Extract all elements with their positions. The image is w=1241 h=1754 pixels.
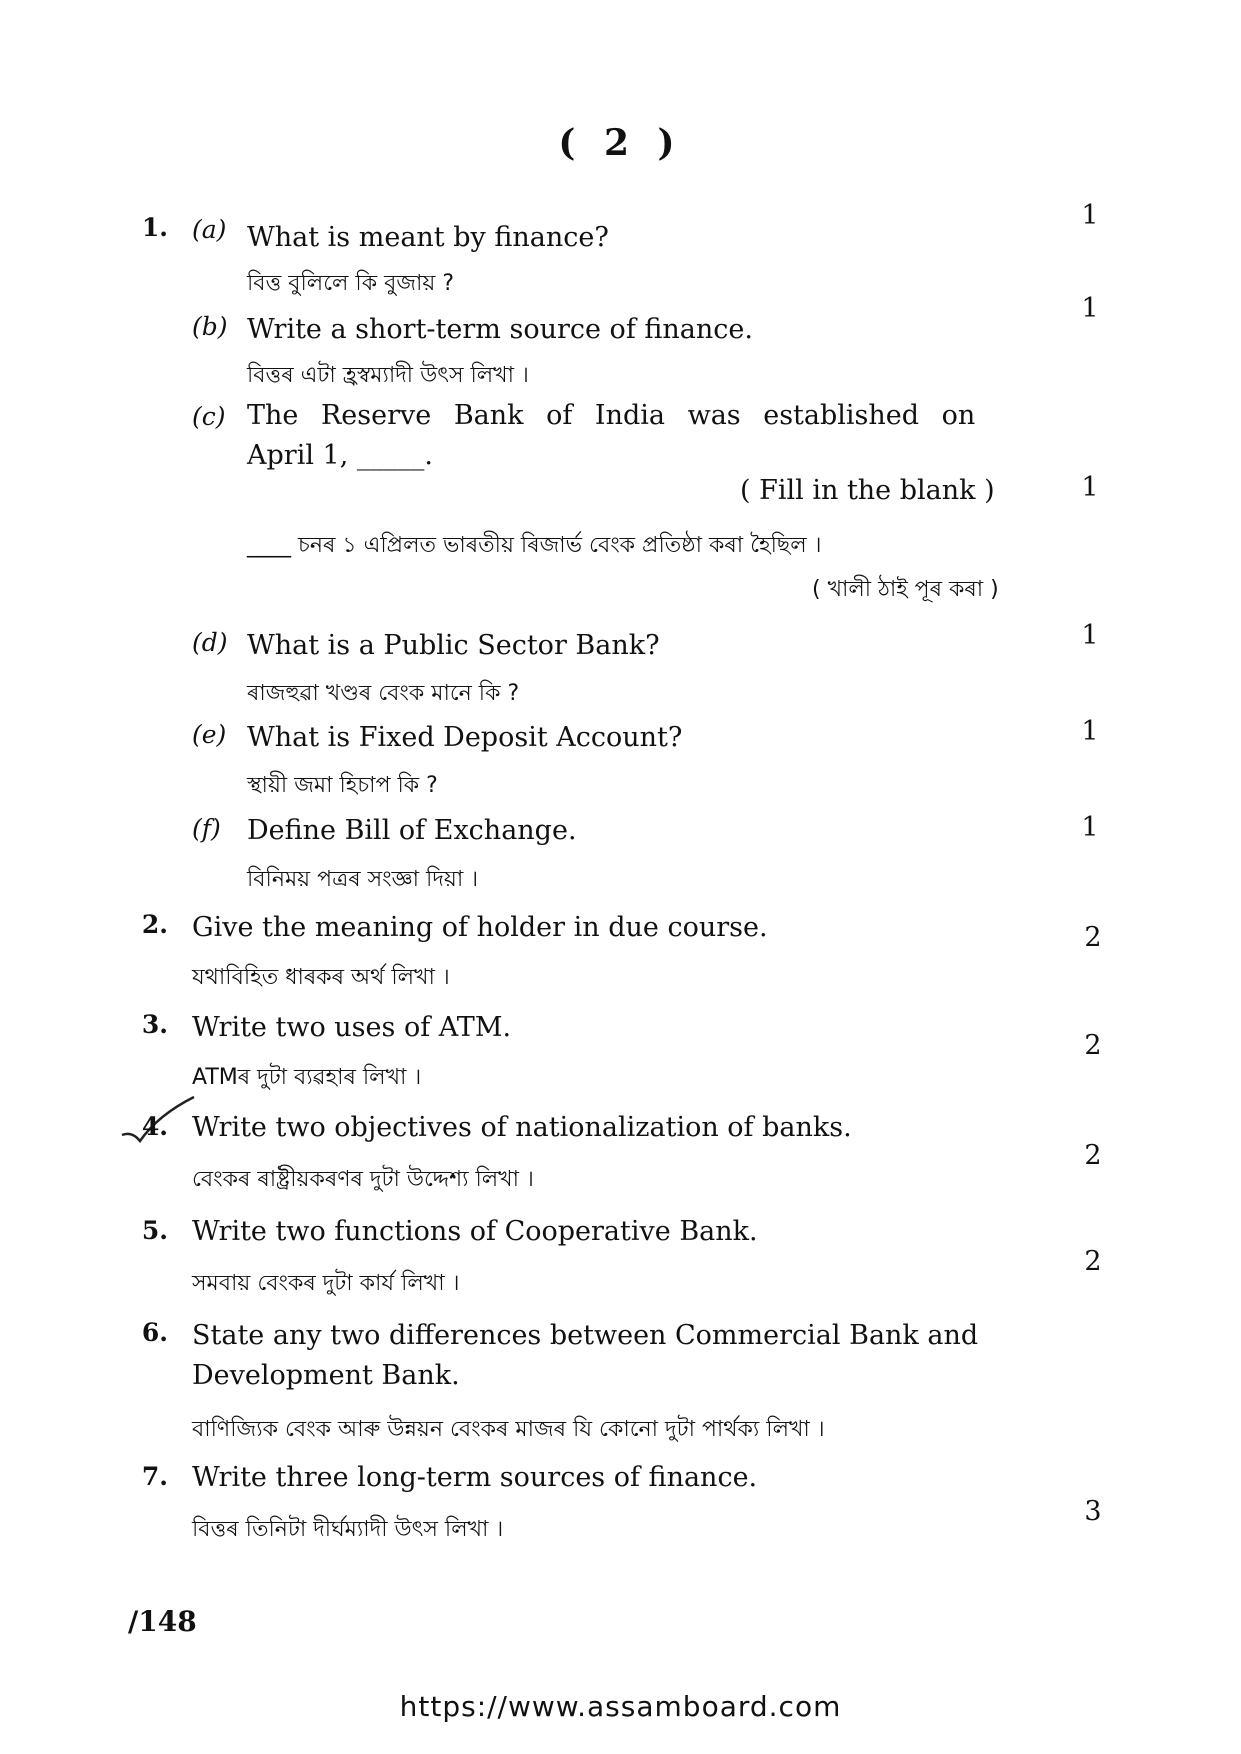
question-5-text: Write two functions of Cooperative Bank.: [192, 1216, 758, 1247]
question-number: 6.: [141, 1318, 168, 1347]
question-7-text: Write three long-term sources of finance.: [192, 1462, 758, 1493]
question-5-mark: 2: [1084, 1246, 1102, 1277]
question-1f-text: Define Bill of Exchange.: [247, 815, 577, 846]
question-1e-assamese: স্থায়ী জমা হিচাপ কি ?: [247, 773, 438, 798]
sub-label-f: (f): [192, 814, 221, 843]
paper-code: /148: [128, 1605, 197, 1638]
question-2-text: Give the meaning of holder in due course.: [192, 912, 768, 943]
question-3-assamese: ATMৰ দুটা ব্যৱহাৰ লিখা ।: [192, 1065, 422, 1090]
question-1b-mark: 1: [1081, 293, 1099, 324]
question-number: 4.: [141, 1112, 168, 1141]
question-6-assamese: বাণিজ্যিক বেংক আৰু উন্নয়ন বেংকৰ মাজৰ যি কোনো দুটা পাৰ্থক্য লিখা ।: [192, 1417, 825, 1442]
page-number: ( 2 ): [558, 122, 683, 164]
question-7-mark: 3: [1084, 1496, 1102, 1527]
question-6-text-line2: Development Bank.: [192, 1360, 460, 1391]
question-number: 7.: [141, 1462, 168, 1491]
question-1c-mark: 1: [1081, 472, 1099, 503]
sub-label-d: (d): [192, 628, 228, 657]
question-1c-assamese: ____ চনৰ ১ এপ্ৰিলত ভাৰতীয় ৰিজাৰ্ভ বেংক প্ৰতিষ্ঠা কৰা হৈছিল ।: [247, 533, 822, 558]
question-1d-mark: 1: [1081, 620, 1099, 651]
question-6-text: State any two differences between Commercial Bank and: [192, 1320, 979, 1351]
question-3-text: Write two uses of ATM.: [192, 1012, 512, 1043]
question-4-assamese: বেংকৰ ৰাষ্ট্ৰীয়কৰণৰ দুটা উদ্দেশ্য লিখা ।: [192, 1167, 534, 1192]
website-url[interactable]: https://www.assamboard.com: [399, 1690, 842, 1723]
question-2-assamese: যথাবিহিত ধাৰকৰ অৰ্থ লিখা ।: [192, 965, 450, 990]
question-2-mark: 2: [1084, 922, 1102, 953]
question-1b-text: Write a short-term source of finance.: [247, 314, 753, 345]
question-1a-mark: 1: [1081, 200, 1099, 231]
question-1a-assamese: বিত্ত বুলিলে কি বুজায় ?: [247, 271, 455, 296]
question-1d-assamese: ৰাজহুৱা খণ্ডৰ বেংক মানে কি ?: [247, 681, 520, 706]
question-1e-text: What is Fixed Deposit Account?: [247, 722, 683, 753]
question-1c-text-line2: April 1, _____.: [247, 440, 433, 471]
question-1d-text: What is a Public Sector Bank?: [247, 630, 660, 661]
sub-label-e: (e): [192, 720, 227, 749]
question-number: 3.: [141, 1010, 168, 1039]
question-1e-mark: 1: [1081, 716, 1099, 747]
question-1a-text: What is meant by finance?: [247, 222, 609, 253]
question-7-assamese: বিত্তৰ তিনিটা দীৰ্ঘম্যাদী উৎস লিখা ।: [192, 1517, 504, 1542]
sub-label-c: (c): [192, 402, 226, 431]
question-number: 1.: [141, 213, 168, 242]
question-1f-mark: 1: [1081, 812, 1099, 843]
question-3-mark: 2: [1084, 1030, 1102, 1061]
question-number: 2.: [141, 910, 168, 939]
sub-label-a: (a): [192, 215, 227, 244]
question-4-mark: 2: [1084, 1140, 1102, 1171]
question-4-text: Write two objectives of nationalization of banks.: [192, 1112, 852, 1143]
question-1c-hint: ( Fill in the blank ): [740, 475, 995, 506]
question-1b-assamese: বিত্তৰ এটা হ্ৰস্বম্যাদী উৎস লিখা ।: [247, 363, 529, 388]
sub-label-b: (b): [192, 312, 228, 341]
question-number: 5.: [141, 1216, 168, 1245]
question-5-assamese: সমবায় বেংকৰ দুটা কাৰ্য লিখা ।: [192, 1271, 460, 1296]
question-1c-text: The Reserve Bank of India was established on: [247, 400, 976, 431]
question-1c-hint-assamese: ( খালী ঠাই পূৰ কৰা ): [812, 577, 999, 602]
question-1f-assamese: বিনিময় পত্ৰৰ সংজ্ঞা দিয়া ।: [247, 867, 479, 892]
